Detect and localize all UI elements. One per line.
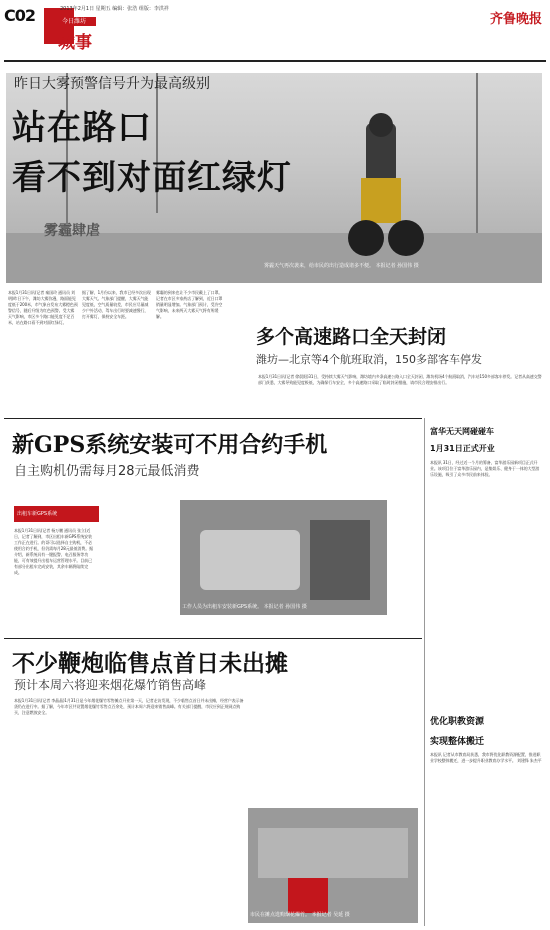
lead-title-line1: 站在路口 bbox=[12, 108, 152, 148]
gps-subtitle: 自主购机仍需每月28元最低消费 bbox=[14, 464, 200, 479]
highway-title: 多个高速路口全天封闭 bbox=[256, 326, 447, 348]
right-col-body: 本报讯 31日，经过近一个月的筹备，富华游乐园新项目正式开业。该项目位于富华游乐园内，是集娱乐、健身于一体的大型游乐设施，吸引了众多市民前来体验。 bbox=[430, 460, 540, 477]
right-col-subheader2: 实现整体搬迁 bbox=[430, 737, 485, 747]
section-divider bbox=[4, 418, 422, 419]
header-meta: 2013年2月1日 星期五 编辑：张浩 组版：李洪祥 bbox=[60, 6, 169, 12]
highway-body: 本报1月31日讯(记者 徐晨阳)31日，受持续大雾天气影响，潍坊境内多条高速公路入口全天封闭，潍坊机场4个航班取消，汽车站150多部客车停发。记者从高速交警部门获悉，大雾导致能见度极低，为确保行车安全，多个高速路口采取了临时封闭措施，请市民合理安排出行。 bbox=[258, 374, 542, 385]
firecracker-title: 不少鞭炮临售点首日未出摊 bbox=[12, 650, 288, 677]
right-col-header: 富华无天网碰碰车 bbox=[430, 427, 494, 436]
lead-title-line2: 看不到对面红绿灯 bbox=[12, 158, 292, 198]
gps-title: 新GPS系统安装可不用合约手机 bbox=[12, 432, 328, 458]
firecracker-body: 本报1月31日讯(记者 李晶晶)1月31日是今年烟花爆竹零售摊点开业第一天，记者走访发现，不少临售点首日并未出摊，经营户表示备货仍在进行中。据了解，今年市区共设置烟花爆竹零售点百余处，预计本周六将迎来销售高峰。有关部门提醒，市民应到正规网点购买，注意燃放安全。 bbox=[14, 698, 244, 715]
lead-body-col3: 雾霾的到来也让不少市民戴上了口罩。记者在市区多家药店了解到，近日口罩销量明显增加。气象部门预计，受冷空气影响，未来两天大雾天气将有所缓解。 bbox=[156, 290, 223, 319]
gps-photo bbox=[180, 500, 387, 615]
lead-body-col2: 据了解，1月份以来，我市已经多次出现大雾天气。气象部门提醒，大雾天气能见度低，空气质量较差，市民应尽量减少户外活动，驾车出行时要减速慢行，打开雾灯，保持安全车距。 bbox=[82, 290, 151, 319]
lead-body-col1: 本报1月31日讯(记者 秦国玲 通讯员 刘明)昨日下午，潍坊大雾弥漫，路面能见度低于200米，市气象台发布大雾橙色预警信号，随后升级为红色预警。受大雾天气影响，市区多个路口能见度不足百米，站在路口看不到对面红绿灯。 bbox=[8, 290, 78, 325]
scooter-rider-icon bbox=[336, 113, 426, 263]
section-name: 城事 bbox=[58, 33, 92, 53]
section-divider bbox=[4, 638, 422, 639]
gps-inset-label: 出租车新GPS系统 bbox=[14, 506, 99, 522]
newspaper-logo: 齐鲁晚报 bbox=[489, 12, 542, 27]
page-number: C02 bbox=[4, 6, 36, 25]
right-col-header2: 优化职教资源 bbox=[430, 717, 485, 727]
firecracker-photo bbox=[248, 808, 418, 923]
right-col-body2: 本报讯 记者从市教育局获悉，我市将优化职教资源配置，推进职业学校整体搬迁，进一步提升职业教育办学水平。 刘建锋 朱杰平 bbox=[430, 752, 542, 763]
lead-photo-caption: 雾霾天气再次袭来，给市民的出行造成诸多不便。 本报记者 孙国伟 摄 bbox=[264, 263, 419, 269]
gps-body: 本报1月31日讯(记者 杨万鹏 通讯员 张立)近日，记者了解到，市区出租车新GPS系统安装工作正在进行。的哥可以选择自主购机，不必使用合约手机，但仍需每月28元最低消费。据介绍，新系统具有一键报警、电召服务等功能，可有效提升出租车运营管理水平。目前已有部分出租车完成安装，其余车辆将陆续完成。 bbox=[14, 528, 93, 575]
lead-kicker: 昨日大雾预警信号升为最高级别 bbox=[14, 76, 210, 92]
section-tag-label: 今日潍坊 bbox=[60, 17, 96, 26]
highway-subtitle: 潍坊—北京等4个航班取消，150多部客车停发 bbox=[256, 353, 482, 366]
firecracker-photo-caption: 市民在摊点选购烟花爆竹。 本报记者 吴延 摄 bbox=[250, 912, 350, 918]
right-col-date: 1月31日正式开业 bbox=[430, 444, 495, 453]
header-divider bbox=[4, 60, 546, 62]
fog-series-logo: 雾霾肆虐 bbox=[44, 223, 100, 239]
column-divider bbox=[424, 418, 425, 926]
firecracker-subtitle: 预计本周六将迎来烟花爆竹销售高峰 bbox=[14, 678, 207, 692]
gps-photo-caption: 工作人员为出租车安装新GPS系统。 本报记者 孙国伟 摄 bbox=[182, 604, 307, 610]
